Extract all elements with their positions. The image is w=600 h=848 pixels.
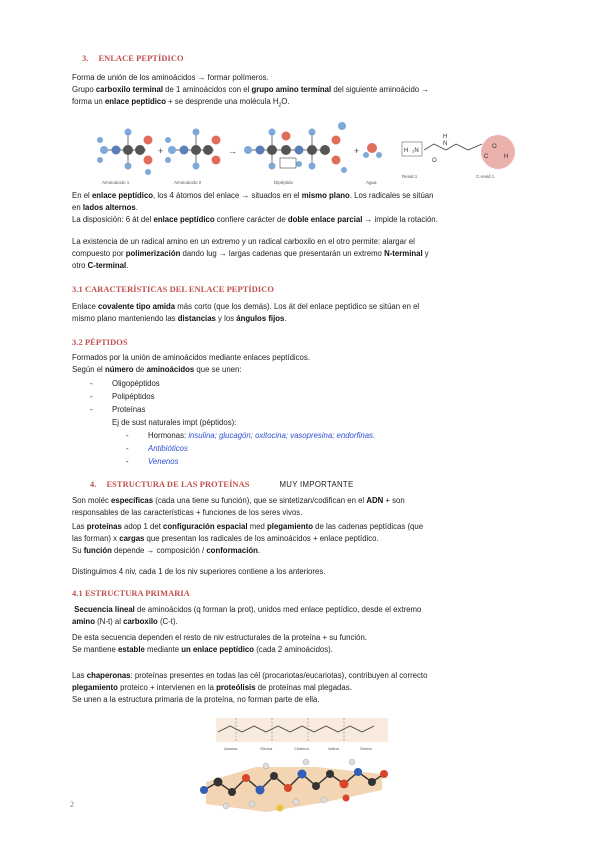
primary-structure-figure — [196, 712, 392, 824]
list-item-hormonas: - Hormonas: insulina; glucagón; oxitocina; vasopresina; endorfinas. — [126, 431, 376, 440]
muy-importante-label: MUY IMPORTANTE — [279, 480, 354, 489]
svg-text:Resid.1: Resid.1 — [402, 174, 418, 179]
svg-text:Agua: Agua — [366, 180, 377, 185]
svg-text:Valina: Valina — [328, 746, 339, 751]
svg-text:C-resid.1: C-resid.1 — [476, 174, 495, 179]
svg-text:Aminoácido 2: Aminoácido 2 — [174, 180, 202, 185]
water-molecule — [363, 143, 382, 158]
list-item: - Proteínas — [90, 405, 146, 414]
peptide-bond-figure — [96, 118, 526, 188]
heading-estructura-primaria: 4.1 ESTRUCTURA PRIMARIA — [72, 589, 190, 598]
list-item-antibioticos: - Antibióticos — [126, 444, 188, 453]
svg-text:O: O — [432, 158, 437, 164]
heading-caracteristicas: 3.1 CARACTERÍSTICAS DEL ENLACE PEPTÍDICO — [72, 285, 275, 294]
svg-text:Cisteína: Cisteína — [294, 746, 309, 751]
paragraph-enlace-plano: En el enlace peptídico, los 4 átomos del enlace → situados en el mismo plano. Los radicales se sitúan en lados alternos. La disposición: 6 át del enlace peptídico confiere carácter de doble enlace parcial → impide la rotación. — [72, 191, 438, 225]
ball-and-stick-chain — [200, 759, 388, 812]
paragraph-enlace-intro: Forma de unión de los aminoácidos → formar polímeros. Grupo carboxilo terminal de 1 aminoácidos con el grupo amino terminal del siguiente aminoácido → forma un enlace peptídico + se desprende una molécula $H_2O$. — [72, 73, 430, 109]
paragraph-secuencia-lineal: Secuencia lineal de aminoácidos (q forman la prot), unidos med enlace peptídico, desde el extremo amino (N-t) al carboxilo (C-t). — [72, 605, 422, 627]
paragraph-peptidos: Formados por la unión de aminoácidos mediante enlaces peptídicos. Según el número de aminoácidos que se unen: — [72, 353, 310, 375]
svg-text:Alanina: Alanina — [224, 746, 238, 751]
heading-estructura-proteinas: 4. ESTRUCTURA DE LAS PROTEÍNAS MUY IMPORTANTE — [90, 480, 354, 489]
paragraph-chaperonas: Las chaperonas: proteínas presentes en todas las cél (procariotas/eucariotas), contribuyen al correcto plegamiento proteico + intervienen en la proteólisis de proteínas mal plegadas. Se unen a la estructura primaria de la proteína, no forman parte de ella. — [72, 671, 428, 705]
paragraph-polimerizacion: La existencia de un radical amino en un extremo y un radical carboxilo en el otro permite: alargar el compuesto por polimerización dando lug → largas cadenas que presentarán un extremo N-terminal y otro C-terminal. — [72, 237, 429, 271]
list-item-venenos: - Venenos — [126, 457, 179, 466]
svg-text:Aminoácido 1: Aminoácido 1 — [102, 180, 130, 185]
paragraph-configuracion: Las proteínas adop 1 det configuración espacial med plegamiento de las cadenas peptídicas (que las forman) x cargas que presentan los radicales de los aminoácidos + enlace peptídico. Su función depende → composición / conformación. — [72, 522, 424, 556]
paragraph-proteinas-especificas: Son moléc específicas (cada una tiene su función), que se sintetizan/codifican en el ADN + son responsables de las características + funciones de los seres vivos. — [72, 496, 405, 518]
svg-text:Serina: Serina — [360, 746, 372, 751]
svg-text:H: H — [504, 154, 509, 160]
paragraph-secuencia-dependencia: De esta secuencia dependen el resto de niv estructurales de la proteína + su función. Se mantiene estable mediante un enlace peptídico (cada 2 aminoácidos). — [72, 633, 367, 655]
paragraph-niveles: Distinguimos 4 niv, cada 1 de los niv superiores contiene a los anteriores. — [72, 567, 326, 576]
svg-text:→: → — [228, 146, 237, 156]
svg-text:+: + — [354, 146, 360, 156]
page-number: 2 — [70, 800, 74, 809]
list-item: - Oligopéptidos — [90, 379, 160, 388]
svg-text:Dipéptido: Dipéptido — [274, 180, 294, 185]
heading-peptidos: 3.2 PÉPTIDOS — [72, 338, 128, 347]
amino-acid-1-molecule — [97, 129, 153, 176]
structural-formula — [402, 134, 515, 169]
amino-acid-2-molecule — [165, 129, 221, 170]
svg-text:N: N — [443, 141, 448, 147]
svg-text:H: H — [443, 134, 448, 140]
paragraph-caracteristicas: Enlace covalente tipo amida más corto (que los demás). Los át del enlace peptídico se sitúan en el mismo plano manteniendo las distancias y los ángulos fijos. — [72, 302, 420, 324]
dipeptide-molecule — [244, 122, 347, 173]
list-subheading: Ej de sust naturales impt (péptidos): — [112, 418, 237, 427]
svg-text:H: H — [404, 148, 409, 154]
svg-text:Glicina: Glicina — [260, 746, 273, 751]
heading-enlace-peptidico: 3. ENLACE PEPTÍDICO — [82, 54, 184, 63]
list-item: - Polipéptidos — [90, 392, 155, 401]
svg-text:O: O — [492, 144, 497, 150]
svg-text:C: C — [484, 154, 489, 160]
svg-text:₂N: ₂N — [412, 148, 419, 154]
svg-text:+: + — [158, 146, 164, 156]
primary-structure-formula — [216, 718, 388, 751]
